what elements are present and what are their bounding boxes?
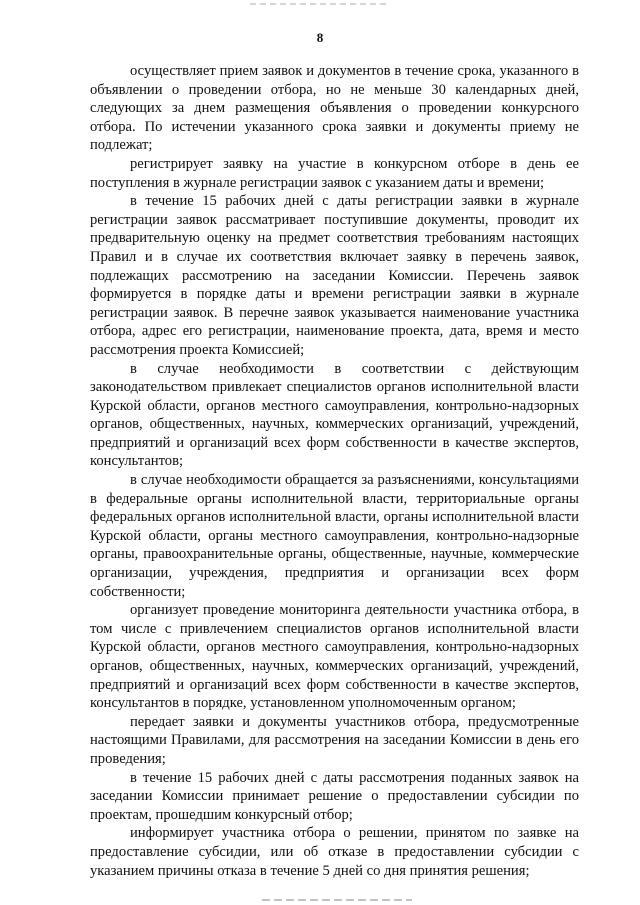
paragraph: в течение 15 рабочих дней с даты рассмотрения поданных заявок на заседании Комиссии принимает решение о предоставлении субсидии по проектам, прошедшим конкурсный отбор; xyxy=(90,769,579,823)
paragraph: осуществляет прием заявок и документов в течение срока, указанного в объявлении о проведении отбора, но не меньше 30 календарных дней, следующих за днем размещения объявления о проведении конкурсного отбора. По истечении указанного срока заявки и документы приему не подлежат; xyxy=(90,63,579,154)
paragraph: информирует участника отбора о решении, принятом по заявке на предоставление субсидии, или об отказе в предоставлении субсидии с указанием причины отказа в течение 5 дней со дня принятия решения; xyxy=(90,825,579,879)
paragraph: регистрирует заявку на участие в конкурсном отборе в день ее поступления в журнале регистрации заявок с указанием даты и времени; xyxy=(90,155,579,191)
paragraph: в течение 15 рабочих дней с даты регистрации заявки в журнале регистрации заявок рассматривает поступившие документы, проводит их предварительную оценку на предмет соответствия требованиям настоящих Правил и в случае их соответствия включает заявку в перечень заявок, подлежащих рассмотрению на заседании Комиссии. Перечень заявок формируется в порядке даты и времени регистрации заявки в журнале регистрации заявок. В перечне заявок указывается наименование участника отбора, адрес его регистрации, наименование проекта, дата, время и место рассмотрения проекта Комиссией; xyxy=(90,193,579,358)
scan-artifact-top xyxy=(250,3,390,5)
scan-artifact-bottom xyxy=(262,899,412,901)
page-number: 8 xyxy=(316,30,324,45)
paragraph: передает заявки и документы участников отбора, предусмотренные настоящими Правилами, для рассмотрения на заседании Комиссии в день его проведения; xyxy=(90,713,579,767)
paragraph: организует проведение мониторинга деятельности участника отбора, в том числе с привлечением специалистов органов исполнительной власти Курской области, органов местного самоуправления, контрольно-надзорных органов, общественных, научных, коммерческих организаций, учреждений, предприятий и организаций всех форм собственности в качестве экспертов, консультантов в порядке, установленном уполномоченным органом; xyxy=(90,602,579,712)
document-body xyxy=(90,62,579,880)
paragraph: в случае необходимости в соответствии с действующим законодательством привлекает специалистов органов исполнительной власти Курской области, органов местного самоуправления, контрольно-надзорных органов, общественных, научных, коммерческих организаций, учреждений, предприятий и организаций всех форм собственности в качестве экспертов, консультантов; xyxy=(90,360,579,470)
paragraph: в случае необходимости обращается за разъяснениями, консультациями в федеральные органы исполнительной власти, территориальные органы федеральных органов исполнительной власти, органы исполнительной власти Курской области, органы местного самоуправления, контрольно-надзорные органы, правоохранительные органы, общественные, научные, коммерческие организации, учреждения, предприятия и организации всех форм собственности; xyxy=(90,472,579,600)
